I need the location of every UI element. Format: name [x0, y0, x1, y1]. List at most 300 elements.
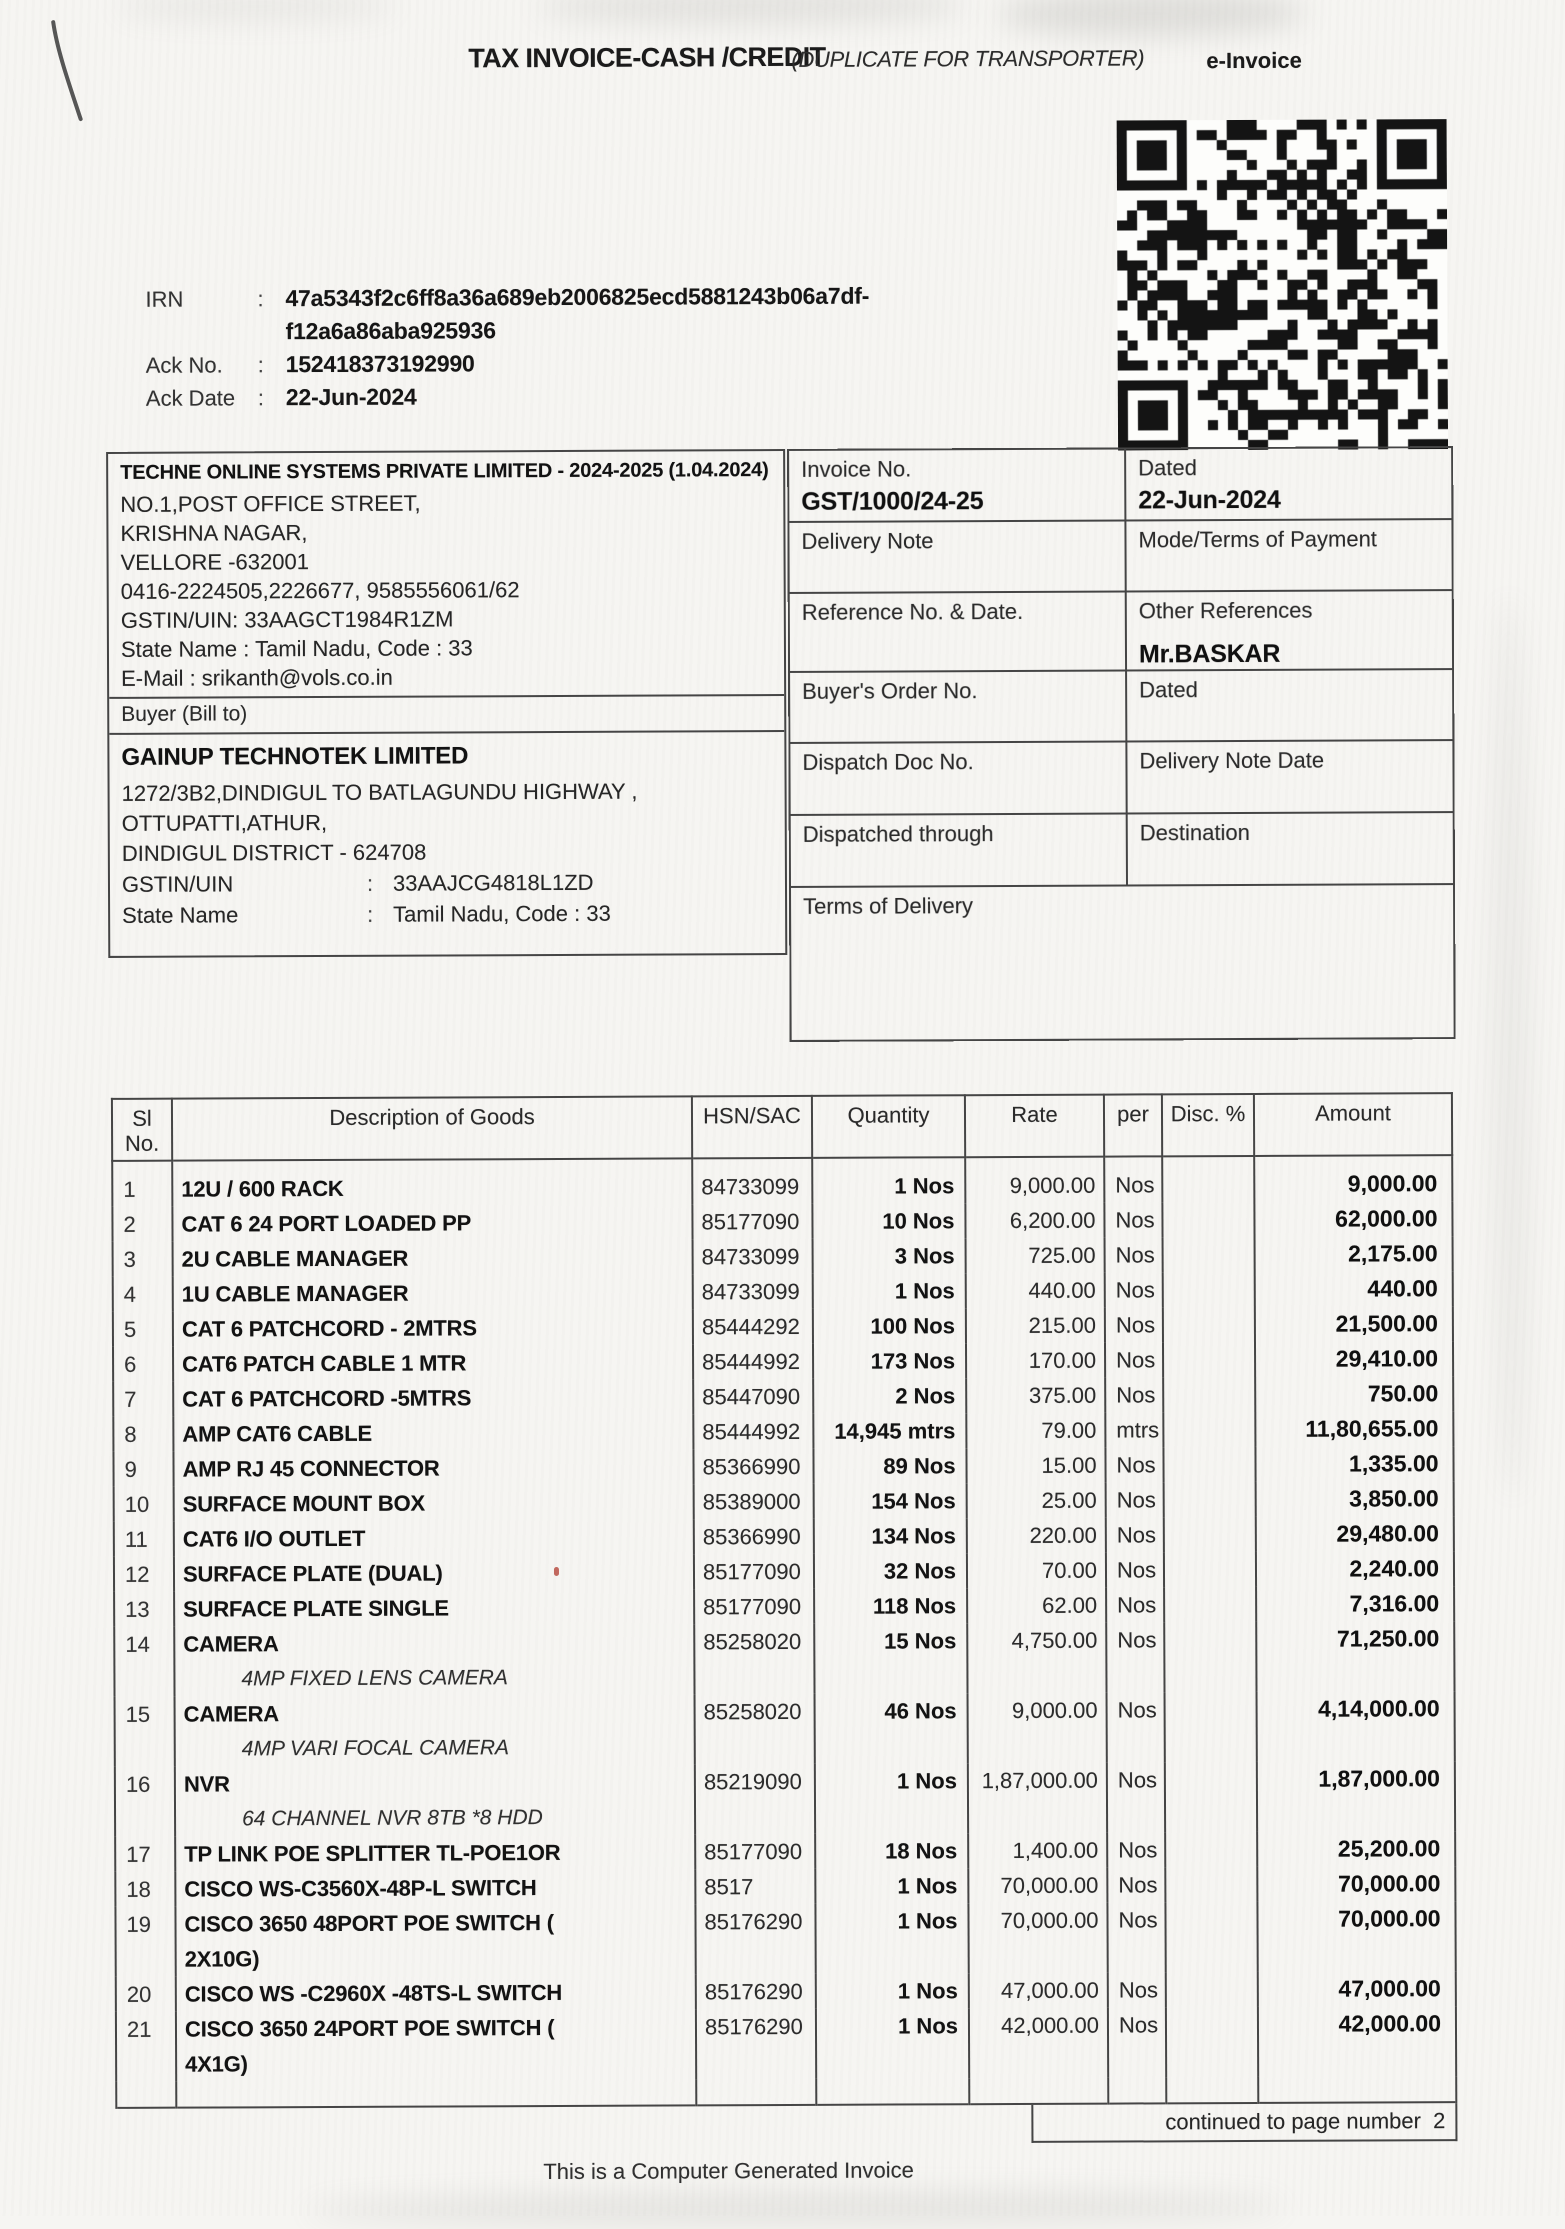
item-rate: 25.00 [967, 1483, 1106, 1519]
delivery-note-date-cell [1127, 741, 1452, 814]
item-description-cell [173, 1274, 693, 1311]
terms-of-delivery-cell [791, 885, 1454, 1040]
item-rate: 440.00 [966, 1273, 1105, 1309]
irn-block [145, 279, 1096, 415]
item-quantity: 100 Nos [813, 1308, 966, 1344]
dispatched-through-cell [791, 814, 1128, 887]
item-sl-no: 19 [115, 1907, 175, 1977]
item-description: CAMERA [183, 1701, 280, 1727]
dispatch-doc-cell [790, 742, 1127, 815]
item-quantity: 1 Nos [816, 2008, 969, 2079]
item-description-cell [172, 1204, 692, 1241]
item-discount [1165, 1902, 1257, 1972]
item-hsn: 85447090 [693, 1379, 813, 1415]
item-sl-no: 10 [114, 1487, 174, 1522]
seller-address [120, 487, 772, 693]
item-row [115, 1866, 1455, 1907]
other-references-value: Mr.BASKAR [1138, 639, 1281, 669]
item-per: Nos [1108, 1972, 1166, 2007]
item-hsn: 85444992 [693, 1414, 813, 1450]
item-per: Nos [1104, 1156, 1162, 1202]
item-description: CISCO WS-C3560X-48P-L SWITCH [184, 1875, 537, 1902]
item-quantity: 1 Nos [815, 1903, 968, 1974]
item-description-cell [174, 1519, 694, 1556]
item-description: 12U / 600 RACK [181, 1175, 344, 1202]
item-description: CAT 6 PATCHCORD -5MTRS [182, 1385, 472, 1412]
item-sl-no: 12 [114, 1557, 174, 1592]
reference-cell [790, 592, 1127, 672]
scan-smudge [116, 0, 396, 21]
separator [367, 868, 393, 899]
item-sl-no: 21 [116, 2012, 176, 2082]
item-rate: 220.00 [967, 1518, 1106, 1554]
item-description: AMP RJ 45 CONNECTOR [182, 1455, 440, 1482]
item-amount: 47,000.00 [1258, 1971, 1456, 2007]
item-discount [1164, 1517, 1256, 1552]
item-quantity: 173 Nos [813, 1343, 966, 1379]
ack-date-label: Ack Date [145, 385, 236, 411]
item-amount: 21,500.00 [1255, 1306, 1453, 1342]
item-row [116, 1971, 1456, 2012]
item-sl-no: 2 [112, 1207, 172, 1242]
terms-of-delivery-label: Terms of Delivery [803, 893, 974, 919]
item-row [112, 1201, 1452, 1242]
buyer-address [122, 776, 773, 869]
invoice-no-label: Invoice No. [801, 456, 912, 482]
item-amount: 3,850.00 [1256, 1481, 1454, 1517]
item-description: SURFACE MOUNT BOX [182, 1490, 426, 1517]
seller-address-line: GSTIN/UIN: 33AAGCT1984R1ZM [120, 606, 454, 633]
other-references-cell [1127, 591, 1452, 671]
item-description: TP LINK POE SPLITTER TL-POE1OR [184, 1839, 561, 1867]
item-description-cell [173, 1449, 693, 1486]
item-hsn: 85177090 [694, 1554, 814, 1590]
col-header-hsn: HSN/SAC [692, 1096, 812, 1159]
item-per: Nos [1105, 1377, 1163, 1412]
item-amount: 29,410.00 [1255, 1341, 1453, 1377]
item-sl-no: 6 [113, 1347, 173, 1382]
document-title: TAX INVOICE-CASH /CREDIT [468, 41, 826, 74]
item-rate: 70.00 [967, 1553, 1106, 1589]
item-hsn: 84733099 [693, 1239, 813, 1275]
item-hsn: 85176290 [696, 1974, 816, 2010]
item-amount: 25,200.00 [1257, 1831, 1455, 1867]
item-sl-no: 16 [115, 1767, 175, 1837]
col-header-disc: Disc. % [1162, 1094, 1254, 1156]
item-per: Nos [1105, 1237, 1163, 1272]
item-amount: 2,240.00 [1256, 1551, 1454, 1587]
item-description-cell [173, 1344, 693, 1381]
item-rate: 62.00 [967, 1588, 1106, 1624]
col-header-quantity: Quantity [812, 1095, 965, 1158]
item-description: CISCO 3650 24PORT POE SWITCH ( 4X1G) [184, 2015, 555, 2077]
item-sl-no: 8 [113, 1417, 173, 1452]
scan-smudge [1489, 597, 1533, 1497]
item-row [115, 1761, 1455, 1837]
seller-address-line: E-Mail : srikanth@vols.co.in [121, 664, 393, 691]
item-row [113, 1446, 1453, 1487]
item-quantity: 10 Nos [812, 1203, 965, 1239]
buyers-order-label: Buyer's Order No. [802, 678, 978, 704]
item-rate: 79.00 [966, 1413, 1105, 1449]
item-subdescription: 64 CHANNEL NVR 8TB *8 HDD [242, 1806, 543, 1831]
item-row [114, 1586, 1454, 1627]
item-hsn: 85176290 [695, 1904, 815, 1975]
item-sl-no: 7 [113, 1382, 173, 1417]
item-rate: 215.00 [966, 1308, 1105, 1344]
item-quantity: 32 Nos [814, 1553, 967, 1589]
item-quantity: 154 Nos [814, 1483, 967, 1519]
item-description-cell [175, 1834, 695, 1871]
item-hsn: 85444292 [693, 1309, 813, 1345]
item-amount: 70,000.00 [1257, 1901, 1455, 1972]
ack-no-value: 152418373192990 [285, 350, 475, 378]
scan-smudge [306, 2190, 1286, 2228]
irn-value-line1: 47a5343f2c6ff8a36a689eb2006825ecd5881243b06a7df- [285, 282, 870, 312]
separator [258, 381, 286, 414]
item-description: CAT 6 PATCHCORD - 2MTRS [181, 1315, 477, 1342]
order-dated-cell [1127, 670, 1452, 742]
item-sl-no: 13 [114, 1592, 174, 1627]
item-discount [1164, 1482, 1256, 1517]
item-description-cell [176, 1974, 696, 2011]
item-description-cell [173, 1379, 693, 1416]
item-rate: 725.00 [966, 1238, 1105, 1274]
item-per: Nos [1106, 1622, 1164, 1692]
item-per: Nos [1105, 1272, 1163, 1307]
destination-cell [1128, 813, 1453, 886]
buyer-address-line: OTTUPATTI,ATHUR, [121, 809, 328, 836]
item-row [115, 1831, 1455, 1872]
dated-cell [1126, 448, 1451, 521]
invoice-no-cell [789, 449, 1126, 522]
seller-block [108, 451, 784, 697]
item-discount [1166, 2007, 1258, 2077]
item-discount [1163, 1342, 1255, 1377]
item-description: SURFACE PLATE (DUAL) [182, 1560, 443, 1587]
dispatch-doc-label: Dispatch Doc No. [802, 749, 974, 775]
continued-text: continued to page number 2 [1165, 2108, 1446, 2135]
item-rate: 42,000.00 [969, 2008, 1108, 2079]
item-quantity: 46 Nos [815, 1693, 968, 1764]
item-amount: 29,480.00 [1256, 1516, 1454, 1552]
item-discount [1165, 1692, 1257, 1762]
item-sl-no: 17 [115, 1837, 175, 1872]
item-discount [1165, 1832, 1257, 1867]
col-header-sl-no: Sl No. [112, 1099, 172, 1161]
destination-label: Destination [1139, 819, 1250, 846]
item-rate: 15.00 [966, 1448, 1105, 1484]
item-per: Nos [1106, 1517, 1164, 1552]
item-hsn: 85258020 [695, 1694, 815, 1765]
item-per: Nos [1106, 1552, 1164, 1587]
buyer-section-label: Buyer (Bill to) [109, 694, 784, 733]
item-hsn: 85177090 [695, 1834, 815, 1870]
item-row [114, 1621, 1454, 1697]
item-amount: 2,175.00 [1255, 1236, 1453, 1272]
item-description: SURFACE PLATE SINGLE [183, 1595, 449, 1622]
item-row [113, 1271, 1453, 1312]
other-references-label: Other References [1138, 597, 1313, 624]
item-row [115, 1901, 1455, 1977]
scan-smudge [536, 0, 966, 25]
item-rate: 70,000.00 [968, 1903, 1107, 1974]
item-sl-no: 18 [115, 1872, 175, 1907]
item-quantity: 118 Nos [814, 1588, 967, 1624]
item-description: AMP CAT6 CABLE [182, 1420, 372, 1447]
qr-code [1117, 119, 1448, 450]
buyers-order-cell [790, 671, 1127, 743]
seller-address-line: NO.1,POST OFFICE STREET, [120, 490, 421, 517]
item-quantity: 15 Nos [814, 1623, 967, 1694]
item-discount [1162, 1156, 1254, 1202]
item-row [112, 1155, 1452, 1207]
item-subdescription: 4MP FIXED LENS CAMERA [241, 1666, 508, 1691]
item-description-cell [175, 1694, 695, 1766]
item-description-cell [172, 1158, 692, 1206]
item-row [114, 1481, 1454, 1522]
item-amount: 42,000.00 [1258, 2006, 1456, 2077]
item-discount [1163, 1412, 1255, 1447]
buyer-state-label: State Name [122, 902, 239, 928]
item-discount [1164, 1552, 1256, 1587]
invoice-no-value: GST/1000/24-25 [801, 487, 984, 516]
item-description: CISCO WS -C2960X -48TS-L SWITCH [184, 1979, 563, 2007]
seller-address-line: State Name : Tamil Nadu, Code : 33 [120, 635, 473, 662]
item-rate: 4,750.00 [967, 1623, 1106, 1694]
item-amount: 1,335.00 [1255, 1446, 1453, 1482]
item-description-cell [174, 1484, 694, 1521]
item-rate: 170.00 [966, 1343, 1105, 1379]
item-row [114, 1516, 1454, 1557]
buyer-name: GAINUP TECHNOTEK LIMITED [121, 742, 469, 771]
item-row [113, 1376, 1453, 1417]
item-quantity: 14,945 mtrs [813, 1413, 966, 1449]
item-hsn: 85389000 [694, 1484, 814, 1520]
items-body [112, 1155, 1456, 2082]
item-rate: 47,000.00 [969, 1973, 1108, 2009]
item-sl-no: 5 [113, 1312, 173, 1347]
items-section [111, 1092, 1458, 2187]
item-quantity: 2 Nos [813, 1378, 966, 1414]
item-description: CAT6 PATCH CABLE 1 MTR [182, 1350, 467, 1377]
item-rate: 9,000.00 [968, 1693, 1107, 1764]
item-hsn: 85176290 [696, 2009, 816, 2080]
order-dated-label: Dated [1139, 677, 1198, 703]
item-sl-no: 11 [114, 1522, 174, 1557]
item-hsn: 85177090 [694, 1589, 814, 1625]
ack-date-value: 22-Jun-2024 [285, 383, 417, 411]
dated-value: 22-Jun-2024 [1138, 485, 1281, 515]
buyer-gstin-value: 33AAJCG4818L1ZD [392, 869, 594, 896]
item-quantity: 1 Nos [816, 1973, 969, 2009]
item-sl-no: 20 [116, 1977, 176, 2012]
item-rate: 1,400.00 [968, 1833, 1107, 1869]
item-per: Nos [1105, 1447, 1163, 1482]
item-quantity: 1 Nos [812, 1157, 965, 1204]
item-description-cell [174, 1624, 694, 1696]
item-quantity: 1 Nos [813, 1273, 966, 1309]
item-sl-no: 1 [112, 1161, 172, 1207]
item-per: Nos [1107, 1832, 1165, 1867]
item-hsn: 8517 [695, 1869, 815, 1905]
item-hsn: 84733099 [693, 1274, 813, 1310]
ack-no-label: Ack No. [145, 352, 223, 378]
item-amount: 9,000.00 [1254, 1155, 1452, 1202]
item-per: Nos [1106, 1587, 1164, 1622]
item-quantity: 1 Nos [815, 1868, 968, 1904]
item-amount: 11,80,655.00 [1255, 1411, 1453, 1447]
item-discount [1163, 1237, 1255, 1272]
item-per: Nos [1107, 1902, 1165, 1972]
items-header-row [112, 1093, 1452, 1161]
item-per: Nos [1107, 1762, 1165, 1832]
dispatched-through-label: Dispatched through [802, 821, 994, 847]
computer-generated-note: This is a Computer Generated Invoice [543, 2157, 914, 2185]
seller-address-line: VELLORE -632001 [120, 549, 309, 575]
item-rate: 70,000.00 [968, 1868, 1107, 1904]
item-row [113, 1306, 1453, 1347]
item-description-cell [175, 1764, 695, 1836]
item-discount [1165, 1762, 1257, 1832]
irn-label: IRN [145, 286, 184, 312]
item-amount: 4,14,000.00 [1257, 1691, 1455, 1762]
item-per: Nos [1106, 1482, 1164, 1517]
mode-of-payment-cell [1126, 520, 1451, 592]
col-header-rate: Rate [965, 1095, 1104, 1158]
reference-label: Reference No. & Date. [801, 598, 1024, 625]
item-row [116, 2006, 1456, 2082]
item-rate: 6,200.00 [965, 1203, 1104, 1239]
item-description: NVR [183, 1771, 230, 1797]
item-quantity: 134 Nos [814, 1518, 967, 1554]
continued-box [1031, 2103, 1457, 2143]
item-description-cell [174, 1554, 694, 1591]
item-discount [1163, 1447, 1255, 1482]
scan-smudge [996, 0, 1306, 37]
item-amount: 62,000.00 [1254, 1201, 1452, 1237]
item-amount: 440.00 [1255, 1271, 1453, 1307]
item-sl-no: 4 [113, 1277, 173, 1312]
seller-address-line: 0416-2224505,2226677, 9585556061/62 [120, 577, 520, 604]
item-per: Nos [1105, 1342, 1163, 1377]
item-per: Nos [1107, 1867, 1165, 1902]
col-header-per: per [1104, 1094, 1162, 1156]
buyer-block [109, 730, 785, 940]
item-row [113, 1236, 1453, 1277]
item-description: 1U CABLE MANAGER [181, 1280, 409, 1307]
item-quantity: 3 Nos [813, 1238, 966, 1274]
items-table [111, 1092, 1457, 2109]
item-hsn: 85366990 [694, 1519, 814, 1555]
separator [258, 348, 286, 381]
delivery-note-date-label: Delivery Note Date [1139, 747, 1325, 774]
col-header-description: Description of Goods [172, 1096, 692, 1160]
item-hsn: 85219090 [695, 1764, 815, 1835]
separator [367, 899, 393, 930]
item-rate: 1,87,000.00 [968, 1763, 1107, 1834]
item-discount [1164, 1622, 1256, 1692]
item-row [115, 1691, 1455, 1767]
item-description-cell [175, 1869, 695, 1906]
seller-buyer-box [106, 449, 787, 958]
item-row [113, 1341, 1453, 1382]
item-sl-no: 3 [113, 1242, 173, 1277]
delivery-note-cell [789, 521, 1126, 593]
item-discount [1164, 1587, 1256, 1622]
document-subtitle: (DUPLICATE FOR TRANSPORTER) [791, 45, 1145, 72]
item-row [113, 1411, 1453, 1452]
item-description-cell [175, 1904, 695, 1976]
buyer-state-value: Tamil Nadu, Code : 33 [393, 900, 611, 927]
item-description-cell [174, 1589, 694, 1626]
pen-mark [46, 19, 90, 123]
item-description-cell [173, 1239, 693, 1276]
irn-value-line2: f12a6a86aba925936 [285, 317, 496, 345]
item-per: Nos [1105, 1307, 1163, 1342]
item-per: Nos [1108, 2007, 1166, 2077]
item-amount: 1,87,000.00 [1257, 1761, 1455, 1832]
item-description: CISCO 3650 48PORT POE SWITCH ( 2X10G) [184, 1910, 554, 1972]
item-quantity: 1 Nos [815, 1763, 968, 1834]
item-hsn: 85444992 [693, 1344, 813, 1380]
buyer-address-line: DINDIGUL DISTRICT - 624708 [121, 839, 427, 866]
invoice-details-grid [787, 446, 1456, 1042]
item-sl-no: 14 [114, 1627, 174, 1697]
seller-address-line: KRISHNA NAGAR, [120, 520, 308, 546]
item-amount: 70,000.00 [1257, 1866, 1455, 1902]
einvoice-label: e-Invoice [1206, 47, 1302, 74]
item-discount [1163, 1307, 1255, 1342]
dated-label: Dated [1138, 455, 1197, 481]
item-discount [1162, 1202, 1254, 1237]
item-amount: 7,316.00 [1256, 1586, 1454, 1622]
seller-name: TECHNE ONLINE SYSTEMS PRIVATE LIMITED - 2024-2025 (1.04.2024) [120, 459, 769, 484]
item-discount [1163, 1272, 1255, 1307]
item-description: 2U CABLE MANAGER [181, 1245, 409, 1272]
separator [257, 282, 285, 315]
item-description: CAT 6 24 PORT LOADED PP [181, 1210, 472, 1237]
item-hsn: 84733099 [692, 1158, 812, 1205]
item-per: Nos [1107, 1692, 1165, 1762]
item-row [114, 1551, 1454, 1592]
item-amount: 71,250.00 [1256, 1621, 1454, 1692]
item-description: CAMERA [183, 1631, 279, 1657]
item-hsn: 85258020 [694, 1624, 814, 1695]
item-hsn: 85366990 [693, 1449, 813, 1485]
col-header-amount: Amount [1254, 1093, 1452, 1156]
item-rate: 9,000.00 [965, 1157, 1104, 1204]
buyer-gstin-label: GSTIN/UIN [121, 871, 234, 897]
item-discount [1165, 1867, 1257, 1902]
item-quantity: 18 Nos [815, 1833, 968, 1869]
delivery-note-label: Delivery Note [801, 528, 934, 554]
item-quantity: 89 Nos [813, 1448, 966, 1484]
item-subdescription: 4MP VARI FOCAL CAMERA [241, 1736, 510, 1761]
item-discount [1163, 1377, 1255, 1412]
item-discount [1166, 1972, 1258, 2007]
item-hsn: 85177090 [692, 1204, 812, 1240]
item-per: Nos [1104, 1202, 1162, 1237]
item-sl-no: 9 [113, 1452, 173, 1487]
item-sl-no: 15 [115, 1697, 175, 1767]
buyer-address-line: 1272/3B2,DINDIGUL TO BATLAGUNDU HIGHWAY , [121, 778, 638, 806]
item-per: mtrs [1105, 1412, 1163, 1447]
item-description-cell [176, 2009, 696, 2081]
item-rate: 375.00 [966, 1378, 1105, 1414]
item-description-cell [173, 1414, 693, 1451]
item-description: CAT6 I/O OUTLET [182, 1525, 366, 1552]
